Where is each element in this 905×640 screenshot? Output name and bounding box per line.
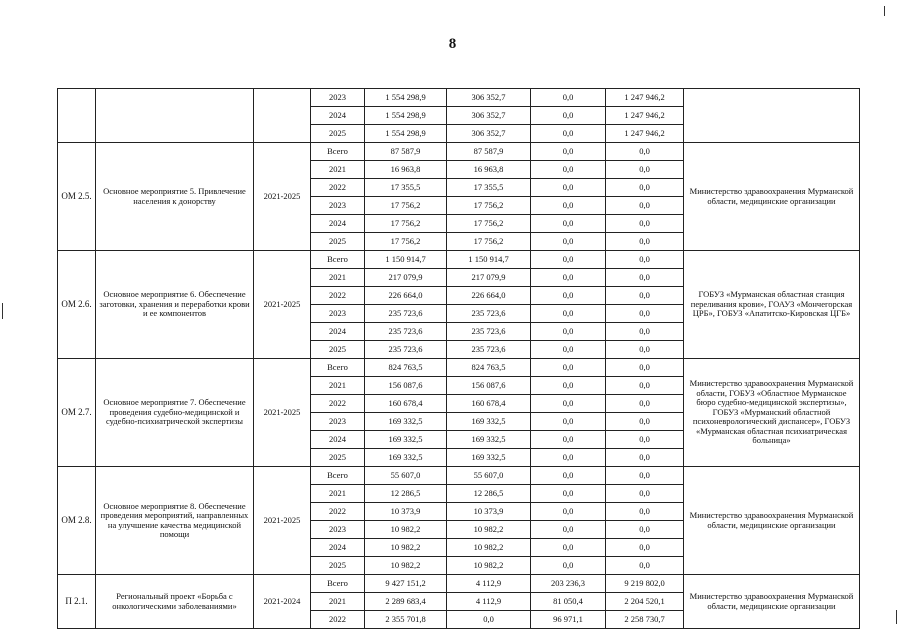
regional-cell: 0,0	[531, 359, 606, 377]
year-cell: 2024	[311, 107, 365, 125]
federal-cell: 226 664,0	[447, 287, 531, 305]
year-cell: 2024	[311, 431, 365, 449]
year-cell: 2024	[311, 539, 365, 557]
regional-cell: 0,0	[531, 377, 606, 395]
executors-cell: ГОБУЗ «Мурманская областная станция переливания крови», ГОАУЗ «Мончегорская ЦРБ», ГОБУЗ «Апатитско-Кировская ЦГБ»	[684, 251, 860, 359]
total-cell: 235 723,6	[365, 305, 447, 323]
regional-cell: 0,0	[531, 143, 606, 161]
regional-cell: 0,0	[531, 107, 606, 125]
executors-cell: Министерство здравоохранения Мурманской области, медицинские организации	[684, 143, 860, 251]
regional-cell: 0,0	[531, 233, 606, 251]
year-cell: 2025	[311, 125, 365, 143]
regional-cell: 0,0	[531, 179, 606, 197]
total-cell: 226 664,0	[365, 287, 447, 305]
scan-mark-right-bottom	[896, 610, 897, 624]
other-cell: 0,0	[606, 161, 684, 179]
event-name: Основное мероприятие 6. Обеспечение заготовки, хранения и переработки крови и ее компонентов	[96, 251, 254, 359]
event-code	[58, 89, 96, 143]
other-cell: 2 258 730,7	[606, 611, 684, 629]
federal-cell: 10 982,2	[447, 521, 531, 539]
regional-cell: 0,0	[531, 197, 606, 215]
other-cell: 0,0	[606, 341, 684, 359]
regional-cell: 0,0	[531, 161, 606, 179]
other-cell: 0,0	[606, 233, 684, 251]
year-cell: Всего	[311, 251, 365, 269]
total-cell: 1 554 298,9	[365, 89, 447, 107]
total-cell: 824 763,5	[365, 359, 447, 377]
table-row	[58, 359, 860, 377]
federal-cell: 4 112,9	[447, 575, 531, 593]
event-name: Основное мероприятие 5. Привлечение населения к донорству	[96, 143, 254, 251]
total-cell: 169 332,5	[365, 413, 447, 431]
federal-cell: 10 982,2	[447, 557, 531, 575]
other-cell: 0,0	[606, 413, 684, 431]
other-cell: 9 219 802,0	[606, 575, 684, 593]
year-cell: 2023	[311, 413, 365, 431]
federal-cell: 169 332,5	[447, 431, 531, 449]
table-row	[58, 143, 860, 161]
regional-cell: 0,0	[531, 251, 606, 269]
regional-cell: 0,0	[531, 467, 606, 485]
regional-cell: 0,0	[531, 521, 606, 539]
event-name	[96, 89, 254, 143]
total-cell: 160 678,4	[365, 395, 447, 413]
year-cell: 2022	[311, 611, 365, 629]
year-cell: 2023	[311, 521, 365, 539]
regional-cell: 0,0	[531, 215, 606, 233]
other-cell: 0,0	[606, 503, 684, 521]
other-cell: 1 247 946,2	[606, 125, 684, 143]
total-cell: 2 355 701,8	[365, 611, 447, 629]
total-cell: 17 756,2	[365, 197, 447, 215]
executors-cell	[684, 89, 860, 143]
other-cell: 0,0	[606, 359, 684, 377]
table-row	[58, 89, 860, 107]
total-cell: 217 079,9	[365, 269, 447, 287]
year-cell: 2022	[311, 287, 365, 305]
federal-cell: 306 352,7	[447, 125, 531, 143]
event-code: ОМ 2.6.	[58, 251, 96, 359]
total-cell: 156 087,6	[365, 377, 447, 395]
total-cell: 10 982,2	[365, 539, 447, 557]
total-cell: 10 373,9	[365, 503, 447, 521]
regional-cell: 0,0	[531, 539, 606, 557]
regional-cell: 0,0	[531, 449, 606, 467]
total-cell: 2 289 683,4	[365, 593, 447, 611]
year-cell: 2023	[311, 89, 365, 107]
year-cell: 2025	[311, 233, 365, 251]
federal-cell: 4 112,9	[447, 593, 531, 611]
regional-cell: 0,0	[531, 341, 606, 359]
other-cell: 0,0	[606, 197, 684, 215]
federal-cell: 0,0	[447, 611, 531, 629]
regional-cell: 0,0	[531, 413, 606, 431]
event-period: 2021-2025	[254, 251, 311, 359]
total-cell: 10 982,2	[365, 557, 447, 575]
executors-cell: Министерство здравоохранения Мурманской области, медицинские организации	[684, 467, 860, 575]
year-cell: 2023	[311, 197, 365, 215]
other-cell: 0,0	[606, 377, 684, 395]
other-cell: 0,0	[606, 539, 684, 557]
total-cell: 235 723,6	[365, 323, 447, 341]
total-cell: 12 286,5	[365, 485, 447, 503]
federal-cell: 55 607,0	[447, 467, 531, 485]
other-cell: 0,0	[606, 179, 684, 197]
other-cell: 0,0	[606, 305, 684, 323]
other-cell: 0,0	[606, 269, 684, 287]
year-cell: Всего	[311, 467, 365, 485]
year-cell: 2022	[311, 395, 365, 413]
event-period: 2021-2024	[254, 575, 311, 629]
year-cell: 2021	[311, 269, 365, 287]
other-cell: 0,0	[606, 557, 684, 575]
total-cell: 1 150 914,7	[365, 251, 447, 269]
federal-cell: 235 723,6	[447, 341, 531, 359]
event-period: 2021-2025	[254, 467, 311, 575]
total-cell: 9 427 151,2	[365, 575, 447, 593]
other-cell: 0,0	[606, 485, 684, 503]
other-cell: 0,0	[606, 431, 684, 449]
year-cell: 2025	[311, 341, 365, 359]
budget-table	[57, 88, 860, 629]
federal-cell: 17 756,2	[447, 233, 531, 251]
other-cell: 1 247 946,2	[606, 107, 684, 125]
regional-cell: 0,0	[531, 323, 606, 341]
regional-cell: 96 971,1	[531, 611, 606, 629]
total-cell: 169 332,5	[365, 431, 447, 449]
table-body	[58, 89, 860, 629]
total-cell: 17 756,2	[365, 233, 447, 251]
federal-cell: 306 352,7	[447, 107, 531, 125]
total-cell: 1 554 298,9	[365, 107, 447, 125]
year-cell: 2023	[311, 305, 365, 323]
federal-cell: 235 723,6	[447, 323, 531, 341]
federal-cell: 87 587,9	[447, 143, 531, 161]
year-cell: Всего	[311, 359, 365, 377]
federal-cell: 12 286,5	[447, 485, 531, 503]
federal-cell: 169 332,5	[447, 449, 531, 467]
federal-cell: 10 373,9	[447, 503, 531, 521]
regional-cell: 0,0	[531, 305, 606, 323]
federal-cell: 156 087,6	[447, 377, 531, 395]
other-cell: 0,0	[606, 143, 684, 161]
year-cell: 2022	[311, 179, 365, 197]
event-period: 2021-2025	[254, 143, 311, 251]
total-cell: 10 982,2	[365, 521, 447, 539]
federal-cell: 306 352,7	[447, 89, 531, 107]
year-cell: 2021	[311, 593, 365, 611]
event-name: Региональный проект «Борьба с онкологическими заболеваниями»	[96, 575, 254, 629]
other-cell: 0,0	[606, 467, 684, 485]
year-cell: 2025	[311, 449, 365, 467]
total-cell: 1 554 298,9	[365, 125, 447, 143]
event-period: 2021-2025	[254, 359, 311, 467]
total-cell: 17 756,2	[365, 215, 447, 233]
executors-cell: Министерство здравоохранения Мурманской области, медицинские организации	[684, 575, 860, 629]
other-cell: 0,0	[606, 323, 684, 341]
federal-cell: 10 982,2	[447, 539, 531, 557]
event-code: П 2.1.	[58, 575, 96, 629]
year-cell: 2021	[311, 161, 365, 179]
total-cell: 87 587,9	[365, 143, 447, 161]
table-row	[58, 251, 860, 269]
federal-cell: 169 332,5	[447, 413, 531, 431]
total-cell: 235 723,6	[365, 341, 447, 359]
other-cell: 0,0	[606, 395, 684, 413]
executors-cell: Министерство здравоохранения Мурманской области, ГОБУЗ «Областное Мурманское бюро судебно-медицинской экспертизы», ГОБУЗ «Мурманский областной психоневрологический диспансер», ГОБУЗ «Мурманская областная психиатрическая больница»	[684, 359, 860, 467]
federal-cell: 1 150 914,7	[447, 251, 531, 269]
table-row	[58, 467, 860, 485]
year-cell: 2024	[311, 215, 365, 233]
other-cell: 0,0	[606, 449, 684, 467]
regional-cell: 0,0	[531, 431, 606, 449]
year-cell: 2021	[311, 377, 365, 395]
regional-cell: 0,0	[531, 503, 606, 521]
federal-cell: 824 763,5	[447, 359, 531, 377]
scan-mark-right-top	[884, 6, 885, 16]
table-row	[58, 575, 860, 593]
regional-cell: 0,0	[531, 89, 606, 107]
regional-cell: 203 236,3	[531, 575, 606, 593]
total-cell: 17 355,5	[365, 179, 447, 197]
federal-cell: 17 756,2	[447, 197, 531, 215]
year-cell: 2024	[311, 323, 365, 341]
other-cell: 0,0	[606, 287, 684, 305]
total-cell: 55 607,0	[365, 467, 447, 485]
scan-mark-left	[2, 303, 3, 319]
federal-cell: 160 678,4	[447, 395, 531, 413]
other-cell: 0,0	[606, 521, 684, 539]
year-cell: 2025	[311, 557, 365, 575]
regional-cell: 0,0	[531, 557, 606, 575]
regional-cell: 0,0	[531, 125, 606, 143]
event-code: ОМ 2.8.	[58, 467, 96, 575]
other-cell: 2 204 520,1	[606, 593, 684, 611]
federal-cell: 16 963,8	[447, 161, 531, 179]
year-cell: Всего	[311, 575, 365, 593]
total-cell: 169 332,5	[365, 449, 447, 467]
federal-cell: 235 723,6	[447, 305, 531, 323]
year-cell: 2022	[311, 503, 365, 521]
regional-cell: 0,0	[531, 395, 606, 413]
event-period	[254, 89, 311, 143]
total-cell: 16 963,8	[365, 161, 447, 179]
other-cell: 1 247 946,2	[606, 89, 684, 107]
event-name: Основное мероприятие 8. Обеспечение проведения мероприятий, направленных на улучшение качества медицинской помощи	[96, 467, 254, 575]
federal-cell: 17 355,5	[447, 179, 531, 197]
other-cell: 0,0	[606, 251, 684, 269]
federal-cell: 17 756,2	[447, 215, 531, 233]
regional-cell: 0,0	[531, 287, 606, 305]
page-number: 8	[448, 36, 457, 52]
event-code: ОМ 2.7.	[58, 359, 96, 467]
event-name: Основное мероприятие 7. Обеспечение проведения судебно-медицинской и судебно-психиатрической экспертизы	[96, 359, 254, 467]
other-cell: 0,0	[606, 215, 684, 233]
year-cell: 2021	[311, 485, 365, 503]
event-code: ОМ 2.5.	[58, 143, 96, 251]
year-cell: Всего	[311, 143, 365, 161]
regional-cell: 0,0	[531, 269, 606, 287]
regional-cell: 0,0	[531, 485, 606, 503]
federal-cell: 217 079,9	[447, 269, 531, 287]
regional-cell: 81 050,4	[531, 593, 606, 611]
